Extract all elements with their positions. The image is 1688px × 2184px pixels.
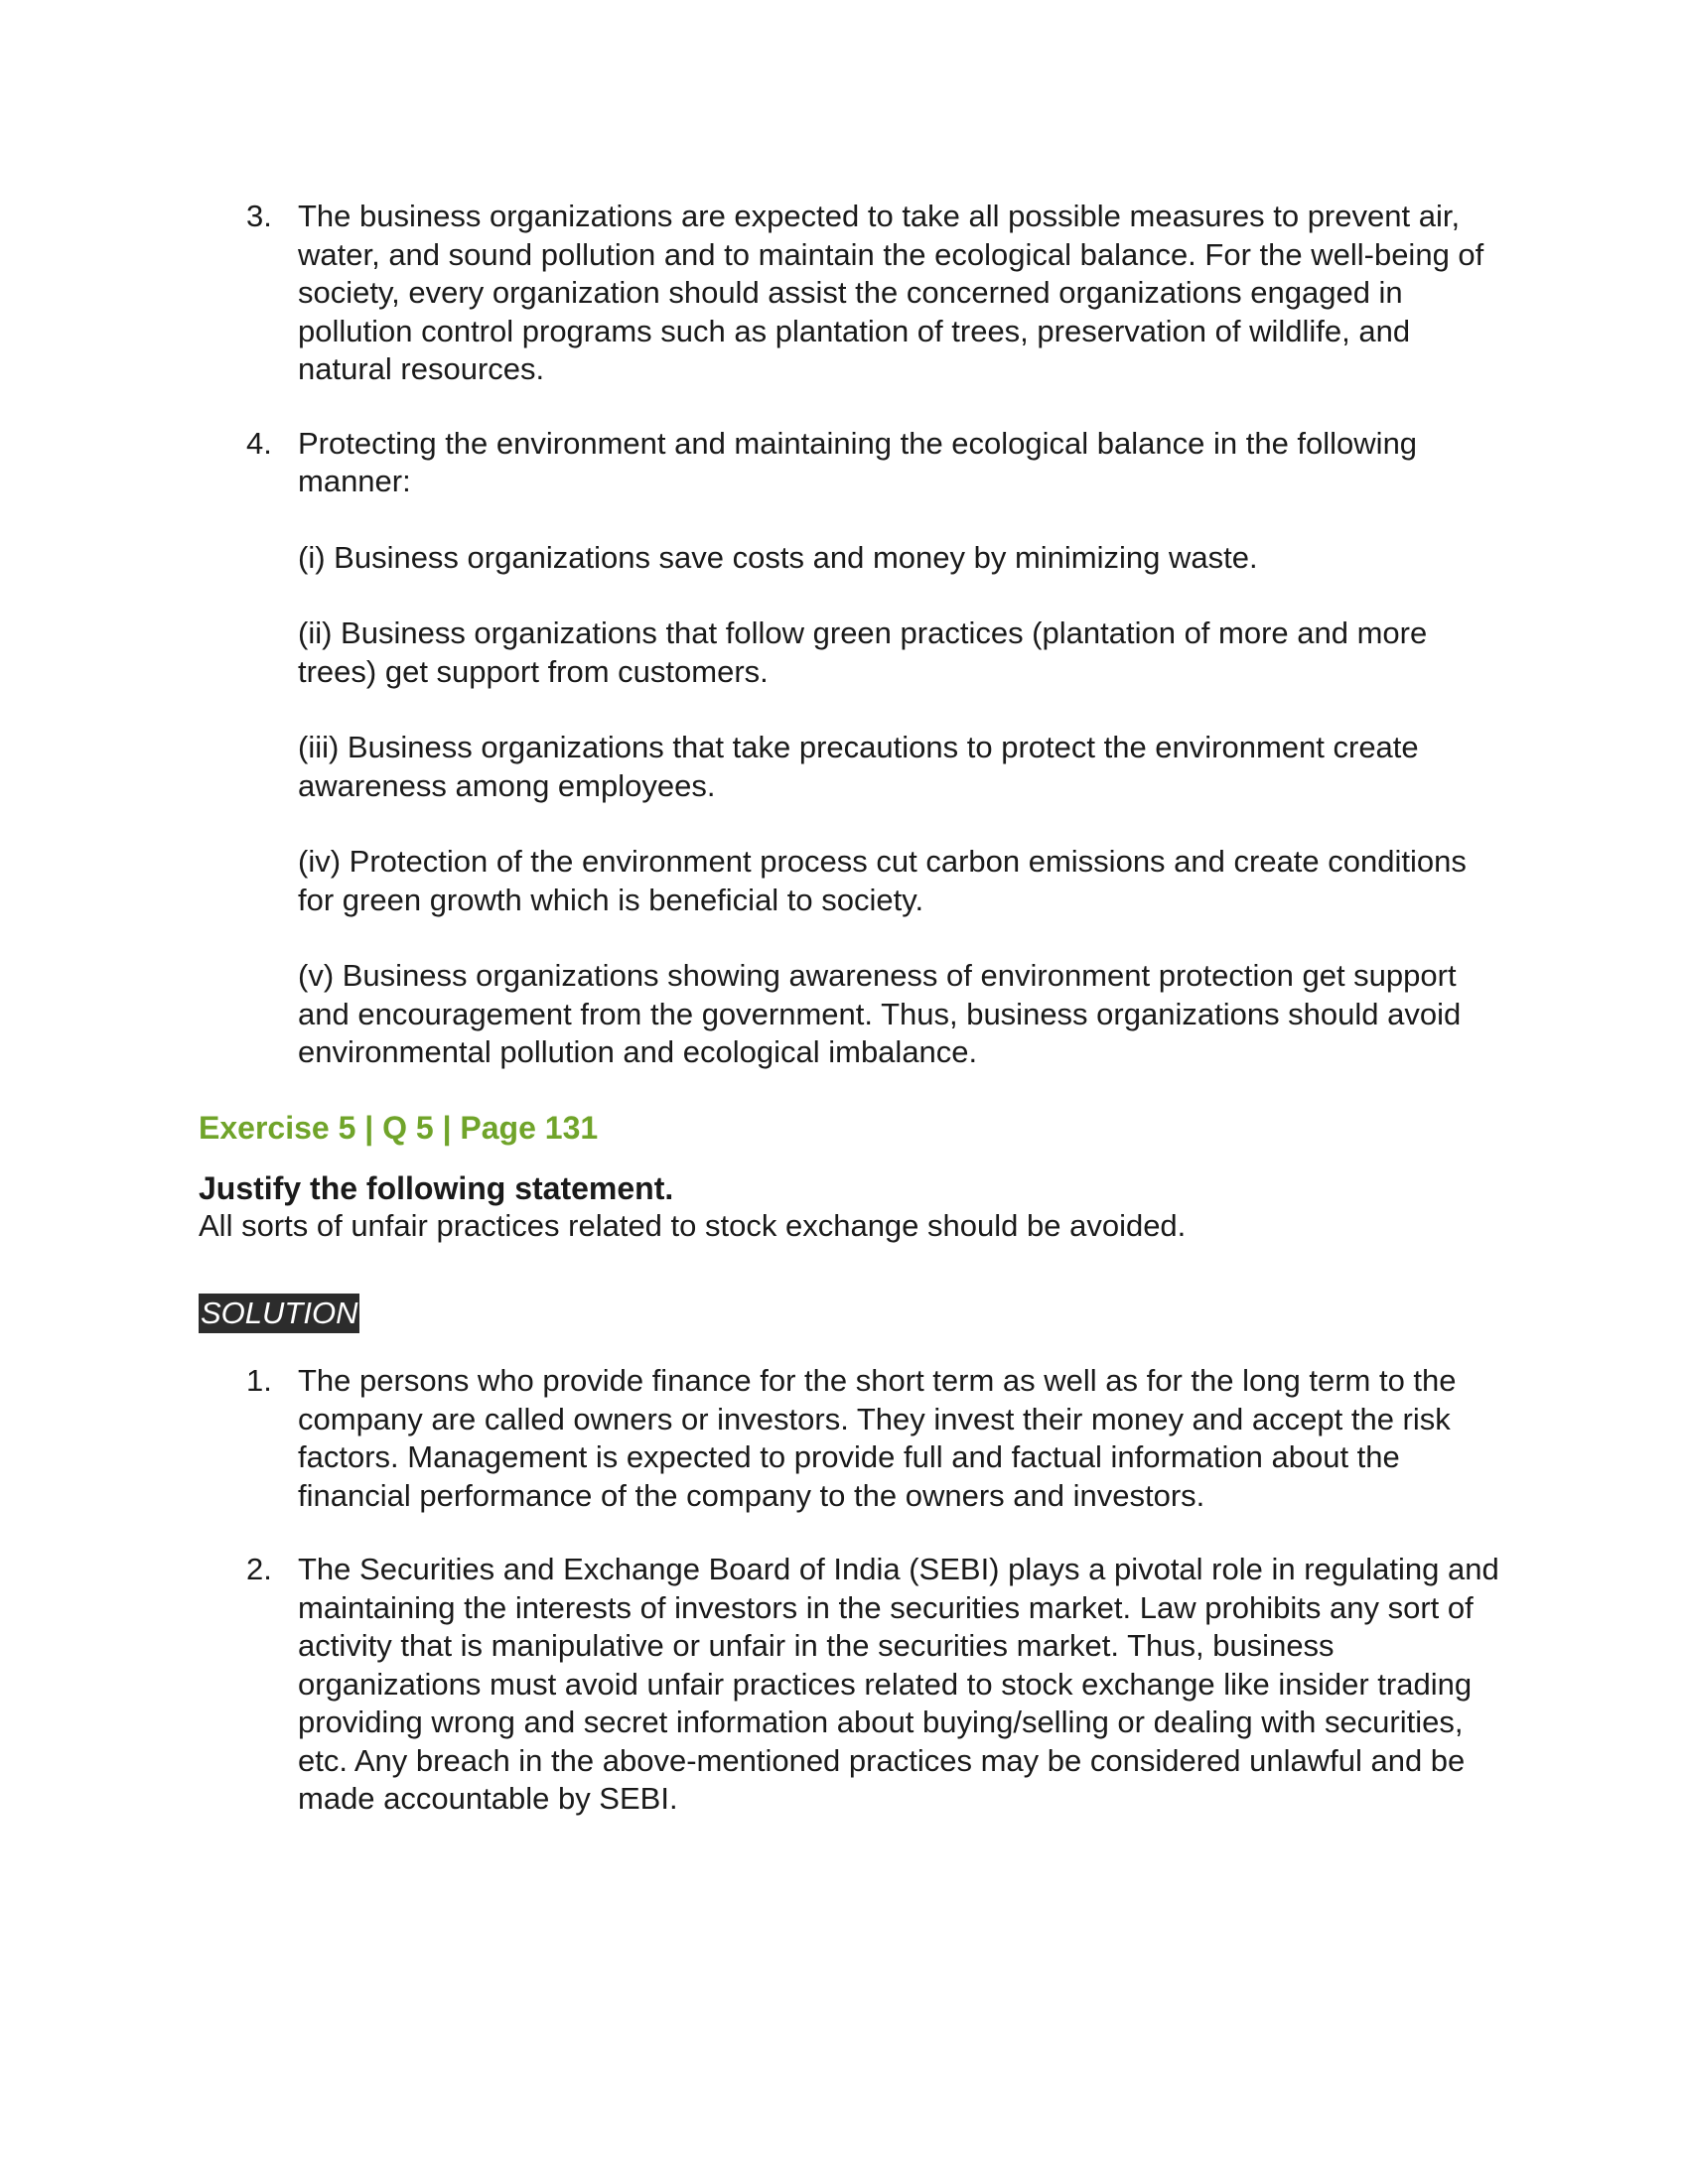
list-item-number: 3.	[246, 199, 272, 233]
list-item	[238, 198, 1499, 389]
list-item-text: The persons who provide finance for the short term as well as for the long term to the company are called owners or investors. They invest their money and accept the risk factors. Management is expected to provide full and factual information about the financial performance of the company to the owners and investors.	[298, 1363, 1457, 1513]
exercise-heading: Exercise 5 | Q 5 | Page 131	[199, 1110, 599, 1146]
question-block	[199, 1169, 1489, 1245]
sub-point: (ii) Business organizations that follow green practices (plantation of more and more trees) get support from customers.	[298, 615, 1428, 689]
solution-numbered-list	[238, 1362, 1499, 1854]
list-item-text: The business organizations are expected to take all possible measures to prevent air, water, and sound pollution and to maintain the ecological balance. For the well-being of society, every organization should assist the concerned organizations engaged in pollution control programs such as plantation of trees, preservation of wildlife, and natural resources.	[298, 199, 1484, 386]
question-text: All sorts of unfair practices related to stock exchange should be avoided.	[199, 1208, 1187, 1243]
question-title: Justify the following statement.	[199, 1170, 674, 1206]
sub-point: (i) Business organizations save costs and money by minimizing waste.	[298, 539, 1258, 575]
sub-point: (v) Business organizations showing awareness of environment protection get support and encouragement from the government. Thus, business organizations should avoid environmental pollution and ecological imbalance.	[298, 958, 1462, 1069]
list-item-text: The Securities and Exchange Board of India (SEBI) plays a pivotal role in regulating and maintaining the interests of investors in the securities market. Law prohibits any sort of activity that is manipulative or unfair in the securities market. Thus, business organizations must avoid unfair practices related to stock exchange like insider trading providing wrong and secret information about buying/selling or dealing with securities, etc. Any breach in the above-mentioned practices may be considered unlawful and be made accountable by SEBI.	[298, 1552, 1499, 1816]
list-item	[238, 425, 1499, 1072]
top-numbered-list	[238, 198, 1499, 1108]
list-item	[238, 1362, 1499, 1515]
sub-point: (iii) Business organizations that take precautions to protect the environment create awareness among employees.	[298, 730, 1419, 803]
sub-point: (iv) Protection of the environment process cut carbon emissions and create conditions for green growth which is beneficial to society.	[298, 844, 1467, 917]
list-item-number: 4.	[246, 425, 272, 461]
list-item-number: 1.	[246, 1363, 272, 1398]
list-item	[238, 1551, 1499, 1819]
list-item-number: 2.	[246, 1552, 272, 1586]
list-item-text: Protecting the environment and maintaining the ecological balance in the following manner:	[298, 425, 1418, 498]
solution-badge: SOLUTION	[199, 1294, 359, 1333]
